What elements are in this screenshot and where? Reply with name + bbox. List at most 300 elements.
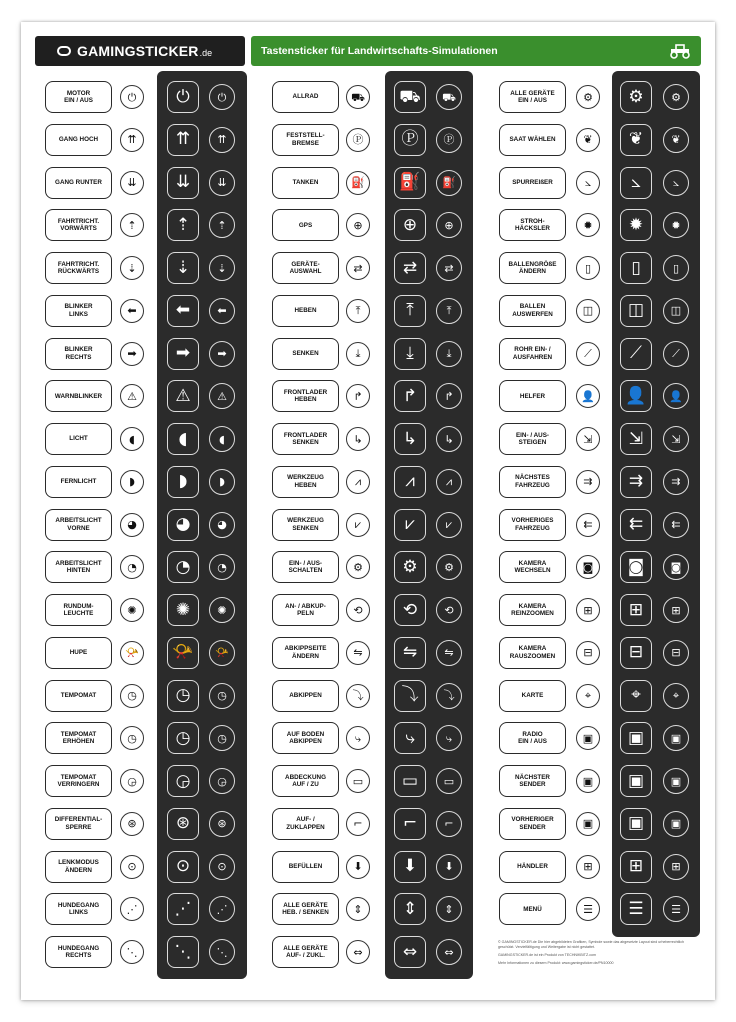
key-label: GANG HOCH [45,124,112,156]
helper-icon: 👤 [669,389,683,403]
round-sticker-dark [663,127,689,153]
large-sticker-dark [620,680,652,712]
loader-lower-icon: ↳ [353,432,363,446]
map-pin-icon: ⌖ [672,689,680,702]
horn-icon: 📯 [125,646,139,660]
all-toggle-icon: ⚙ [671,90,681,104]
work-light-rear-icon: ◔ [175,556,191,577]
key-label: KAMERA RAUSZOOMEN [499,637,566,669]
key-label: LICHT [45,423,112,455]
round-sticker-white [346,513,370,537]
large-sticker-dark [167,338,199,370]
round-sticker-dark [663,341,689,367]
key-label: ALLE GERÄTE HEB. / SENKEN [272,893,339,925]
large-sticker-dark [167,936,199,968]
tool-lift-icon: ⩘ [354,475,362,489]
cruise-control-icon: ◷ [175,685,191,705]
key-label: RUNDUM- LEUCHTE [45,594,112,626]
horn-icon: 📯 [215,646,229,660]
attach-icon: ⟲ [353,603,363,617]
all-lift-icon: ⇕ [402,898,418,919]
next-vehicle-icon: ⇉ [671,475,681,489]
round-sticker-white [346,470,370,494]
loader-lift-icon: ↱ [353,389,363,403]
key-label: MENÜ [499,893,566,925]
key-label: VORHERIGES FAHRZEUG [499,509,566,541]
title-banner [251,36,701,66]
round-sticker-dark [663,768,689,794]
key-label: LENKMODUS ÄNDERN [45,851,112,883]
round-sticker-dark [436,597,462,623]
light-icon: ◖ [178,428,188,449]
round-sticker-dark [209,84,235,110]
parking-brake-icon: Ⓟ [443,133,455,147]
round-sticker-white [576,855,600,879]
map-pin-icon: ⌖ [631,685,641,705]
footer-info: Mehr Informationen zu diesem Produkt: www.gamingsticker.de/PN10000 [498,961,614,965]
round-sticker-white [346,641,370,665]
lower-icon: ⤓ [446,347,452,360]
footer-copyright: © GAMINGSTICKER.de Die hier abgebildeten Grafiken, Symbole sowie das abgesetzte Layout sind urheberrechtlich geschützt. Vervielfältigung und Weitergabe ist nicht gestattet. [498,940,685,949]
tool-lower-icon: ⩗ [405,514,415,534]
seed-icon: ❦ [583,133,593,147]
cruise-control-icon: ◷ [217,689,227,702]
large-sticker-dark [394,765,426,797]
large-sticker-dark [620,722,652,754]
round-sticker-white [576,812,600,836]
camera-zoom-in-icon: ⊞ [583,603,593,617]
large-sticker-dark [394,124,426,156]
round-sticker-white [576,641,600,665]
large-sticker-dark [167,81,199,113]
round-sticker-dark [209,512,235,538]
large-sticker-dark [394,893,426,925]
implement-select-icon: ⇄ [402,257,418,278]
menu-icon: ☰ [628,898,644,919]
round-sticker-dark [436,341,462,367]
key-label: SAAT WÄHLEN [499,124,566,156]
seed-icon: ❦ [628,129,644,150]
round-sticker-white [346,598,370,622]
key-label: ARBEITSLICHT HINTEN [45,551,112,583]
tip-icon: ⤵ [352,689,364,702]
brand-tld: .de [199,48,213,58]
large-sticker-dark [167,423,199,455]
key-label: EIN- / AUS- SCHALTEN [272,551,339,583]
large-sticker-dark [394,680,426,712]
shop-basket-icon: ⊞ [671,860,681,873]
gps-icon: ⊕ [353,218,363,232]
round-sticker-white [576,598,600,622]
key-label: HUNDEGANG LINKS [45,893,112,925]
tip-side-icon: ⇋ [353,646,363,660]
tractor-icon [669,43,691,59]
large-sticker-dark [620,551,652,583]
round-sticker-dark [436,426,462,452]
round-sticker-dark [209,811,235,837]
beacon-icon: ✺ [175,599,191,620]
all-fold-icon: ⇔ [353,945,363,959]
large-sticker-dark [167,551,199,583]
parking-brake-icon: Ⓟ [352,133,364,147]
implement-select-icon: ⇄ [353,261,363,275]
large-sticker-dark [620,765,652,797]
lift-icon: ⤒ [406,300,414,321]
drive-backward-icon: ⇣ [127,261,137,275]
large-sticker-dark [620,209,652,241]
round-sticker-white [120,684,144,708]
hazard-icon: ⚠ [127,389,137,403]
ridge-marker-icon: ⦣ [672,176,680,189]
loader-lower-icon: ↳ [444,432,454,446]
tip-ground-icon: ⤷ [354,731,362,745]
key-label: BLINKER RECHTS [45,338,112,370]
large-sticker-dark [620,637,652,669]
round-sticker-dark [663,683,689,709]
sticker-sheet [21,22,715,1000]
bale-size-icon: ▯ [672,261,680,275]
key-label: ABKIPPSEITE ÄNDERN [272,637,339,669]
key-label: GPS [272,209,339,241]
round-sticker-white [576,470,600,494]
cruise-down-icon: ◶ [127,774,137,788]
round-sticker-white [346,256,370,280]
seed-icon: ❦ [671,133,681,147]
work-light-front-icon: ◕ [217,518,227,531]
round-sticker-white [346,85,370,109]
key-label: DIFFERENTIAL- SPERRE [45,808,112,840]
engine-icon: ⏻ [176,86,190,107]
map-pin-icon: ⌖ [584,689,592,702]
gear-up-icon: ⇈ [127,133,137,147]
banner-title: Tastensticker für Landwirtschafts-Simulationen [261,45,498,57]
large-sticker-dark [620,594,652,626]
round-sticker-white [120,641,144,665]
key-label: HUNDEGANG RECHTS [45,936,112,968]
large-sticker-dark [167,380,199,412]
camera-switch-icon: ◙ [582,560,594,574]
work-light-front-icon: ◕ [127,518,137,531]
key-label: AUF- / ZUKLAPPEN [272,808,339,840]
turn-left-icon: ⬅ [127,304,137,318]
large-sticker-dark [394,594,426,626]
key-label: ROHR EIN- / AUSFAHREN [499,338,566,370]
key-label: HUPE [45,637,112,669]
large-sticker-dark [167,509,199,541]
key-label: HELFER [499,380,566,412]
ridge-marker-icon: ⦣ [631,172,641,192]
key-label: TEMPOMAT [45,680,112,712]
gear-down-icon: ⇊ [175,172,191,192]
round-sticker-dark [436,170,462,196]
tool-lower-icon: ⩗ [354,518,362,531]
diff-lock-icon: ⊛ [127,817,137,831]
round-sticker-dark [436,939,462,965]
large-sticker-dark [394,551,426,583]
round-sticker-white [120,342,144,366]
footer-product: GAMINGSTICKER.de ist ein Produkt von TECHNIKBITZ.com [498,953,596,957]
round-sticker-white [346,299,370,323]
pipe-icon: ⟋ [672,347,680,360]
drive-backward-icon: ⇣ [217,261,227,275]
toggle-implement-icon: ⚙ [402,556,418,577]
bale-eject-icon: ◫ [670,304,682,318]
large-sticker-dark [394,466,426,498]
key-label: FERNLICHT [45,466,112,498]
key-label: WERKZEUG SENKEN [272,509,339,541]
large-sticker-dark [394,722,426,754]
large-sticker-dark [394,295,426,327]
large-sticker-dark [167,295,199,327]
attach-icon: ⟲ [402,599,418,620]
key-label: FRONTLADER SENKEN [272,423,339,455]
gear-down-icon: ⇊ [127,176,137,189]
straw-chopper-icon: ✹ [671,218,681,232]
cruise-down-icon: ◶ [217,774,227,788]
large-sticker-dark [620,893,652,925]
round-sticker-dark [663,811,689,837]
large-sticker-dark [620,167,652,199]
round-sticker-dark [436,298,462,324]
round-sticker-dark [209,854,235,880]
round-sticker-white [576,769,600,793]
fold-icon: ⌐ [402,813,418,834]
round-sticker-dark [663,298,689,324]
crab-right-icon: ⋱ [174,941,192,962]
key-label: VORHERIGER SENDER [499,808,566,840]
large-sticker-dark [620,423,652,455]
large-sticker-dark [620,124,652,156]
cruise-control-icon: ◷ [127,689,137,702]
shop-basket-icon: ⊞ [628,856,644,876]
helper-icon: 👤 [625,385,647,406]
tip-side-icon: ⇋ [444,646,454,660]
camera-zoom-out-icon: ⊟ [671,646,681,660]
fold-icon: ⌐ [444,817,454,831]
high-beam-icon: ◗ [129,475,135,489]
round-sticker-white [346,342,370,366]
radio-icon: ▣ [627,727,645,748]
key-label: BALLENGRÖßE ÄNDERN [499,252,566,284]
camera-zoom-out-icon: ⊟ [583,646,593,660]
diff-lock-icon: ⊛ [217,817,227,831]
key-label: STROH- HÄCKSLER [499,209,566,241]
round-sticker-white [346,769,370,793]
camera-switch-icon: ◙ [670,560,682,574]
toggle-implement-icon: ⚙ [353,560,363,574]
turn-left-icon: ⬅ [217,304,227,318]
round-sticker-dark [436,854,462,880]
turn-right-icon: ➡ [175,343,191,363]
large-sticker-dark [167,124,199,156]
round-sticker-dark [663,597,689,623]
large-sticker-dark [167,851,199,883]
large-sticker-dark [167,808,199,840]
round-sticker-white [120,171,144,195]
round-sticker-white [576,171,600,195]
round-sticker-white [346,812,370,836]
tip-icon: ⤵ [443,689,455,702]
large-sticker-dark [394,936,426,968]
large-sticker-dark [394,81,426,113]
key-label: TEMPOMAT VERRINGERN [45,765,112,797]
round-sticker-white [120,427,144,451]
round-sticker-dark [436,683,462,709]
tip-ground-icon: ⤷ [445,731,453,745]
light-icon: ◖ [129,432,135,446]
radio-next-icon: ▣ [627,770,645,791]
large-sticker-dark [167,722,199,754]
large-sticker-dark [167,466,199,498]
enter-exit-icon: ⇲ [671,432,681,446]
round-sticker-white [346,940,370,964]
loader-lower-icon: ↳ [402,428,418,449]
all-toggle-icon: ⚙ [583,90,593,104]
bale-size-icon: ▯ [584,261,592,275]
tool-lift-icon: ⩘ [445,475,453,489]
large-sticker-dark [620,509,652,541]
key-label: FAHRTRICHT. VORWÄRTS [45,209,112,241]
crab-left-icon: ⋰ [216,902,228,916]
brand-name: GAMINGSTICKER [77,43,199,59]
tip-ground-icon: ⤷ [405,727,415,748]
large-sticker-dark [394,808,426,840]
key-label: ALLRAD [272,81,339,113]
key-label: ABKIPPEN [272,680,339,712]
light-icon: ◖ [219,432,225,446]
gps-icon: ⊕ [402,214,418,235]
four-wheel-icon: ⛟ [351,90,365,104]
large-sticker-dark [394,252,426,284]
key-label: WERKZEUG HEBEN [272,466,339,498]
brand-header [35,36,245,66]
shop-basket-icon: ⊞ [583,860,593,873]
round-sticker-dark [209,255,235,281]
radio-icon: ▣ [582,731,594,745]
round-sticker-dark [436,640,462,666]
four-wheel-icon: ⛟ [399,86,421,107]
cruise-up-icon: ◷ [127,731,137,745]
round-sticker-dark [663,84,689,110]
round-sticker-white [576,342,600,366]
helper-icon: 👤 [581,389,595,403]
round-sticker-dark [436,127,462,153]
round-sticker-dark [209,341,235,367]
cruise-up-icon: ◷ [217,731,227,745]
turn-right-icon: ➡ [217,347,227,360]
key-label: ALLE GERÄTE EIN / AUS [499,81,566,113]
drive-forward-icon: ⇡ [127,218,137,232]
key-label: GERÄTE- AUSWAHL [272,252,339,284]
key-label: KAMERA WECHSELN [499,551,566,583]
round-sticker-white [576,299,600,323]
loader-lift-icon: ↱ [444,389,454,403]
work-light-rear-icon: ◔ [127,560,137,574]
hazard-icon: ⚠ [175,385,191,406]
horn-icon: 📯 [172,642,194,663]
drive-backward-icon: ⇣ [175,257,191,278]
bale-size-icon: ▯ [631,257,641,278]
round-sticker-dark [436,469,462,495]
round-sticker-white [120,769,144,793]
gear-down-icon: ⇊ [217,176,227,189]
cruise-down-icon: ◶ [175,770,191,791]
crab-left-icon: ⋰ [174,898,192,919]
camera-switch-icon: ◙ [627,556,645,577]
key-label: NÄCHSTER SENDER [499,765,566,797]
fill-icon: ⬇ [402,856,418,876]
round-sticker-white [576,85,600,109]
crab-right-icon: ⋱ [216,945,228,959]
round-sticker-dark [663,255,689,281]
pipe-icon: ⟋ [584,347,592,360]
large-sticker-dark [167,167,199,199]
round-sticker-dark [436,84,462,110]
lower-icon: ⤓ [355,347,361,360]
high-beam-icon: ◗ [178,471,188,492]
round-sticker-dark [663,469,689,495]
round-sticker-dark [209,640,235,666]
large-sticker-dark [394,423,426,455]
large-sticker-dark [394,637,426,669]
round-sticker-white [576,128,600,152]
gear-up-icon: ⇈ [175,129,191,150]
key-label: ARBEITSLICHT VORNE [45,509,112,541]
round-sticker-white [120,128,144,152]
bale-eject-icon: ◫ [582,304,594,318]
round-sticker-white [120,855,144,879]
gamepad-icon [57,46,71,56]
cruise-up-icon: ◷ [175,727,191,748]
menu-icon: ☰ [671,902,681,916]
round-sticker-dark [663,512,689,538]
key-label: FRONTLADER HEBEN [272,380,339,412]
large-sticker-dark [394,380,426,412]
round-sticker-dark [663,426,689,452]
round-sticker-dark [436,512,462,538]
all-lift-icon: ⇕ [353,902,363,916]
work-light-front-icon: ◕ [175,514,191,534]
key-label: AN- / ABKUP- PELN [272,594,339,626]
fuel-icon: ⛽ [351,176,365,189]
fuel-icon: ⛽ [399,172,421,192]
loader-lift-icon: ↱ [402,385,418,406]
round-sticker-white [346,855,370,879]
round-sticker-white [576,513,600,537]
key-label: AUF BODEN ABKIPPEN [272,722,339,754]
camera-zoom-in-icon: ⊞ [671,603,681,617]
cover-icon: ▭ [443,774,455,788]
lower-icon: ⤓ [406,343,414,363]
key-label: GANG RUNTER [45,167,112,199]
round-sticker-dark [663,640,689,666]
implement-select-icon: ⇄ [444,261,454,275]
tip-icon: ⤵ [401,685,419,705]
parking-brake-icon: Ⓟ [401,129,419,150]
cover-icon: ▭ [352,774,364,788]
key-label: KARTE [499,680,566,712]
key-label: FESTSTELL- BREMSE [272,124,339,156]
steering-wheel-icon: ⊙ [175,856,191,876]
diff-lock-icon: ⊛ [175,813,191,834]
large-sticker-dark [394,209,426,241]
large-sticker-dark [620,81,652,113]
round-sticker-white [120,598,144,622]
key-label: HEBEN [272,295,339,327]
camera-zoom-out-icon: ⊟ [628,642,644,663]
engine-icon: ⏻ [127,90,137,104]
four-wheel-icon: ⛟ [442,90,456,104]
